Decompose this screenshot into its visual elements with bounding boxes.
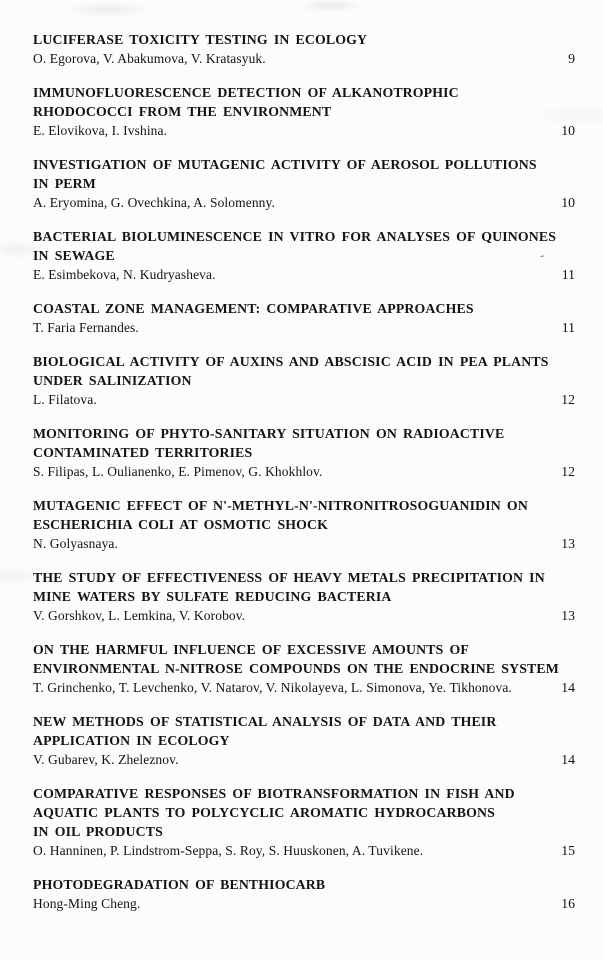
entry-page-number: 10 xyxy=(561,123,575,138)
entry-title-line: RHODOCOCCI FROM THE ENVIRONMENT xyxy=(33,104,332,119)
entry-meta-row xyxy=(33,841,575,860)
entry-page-number: 13 xyxy=(561,608,575,623)
entry-title-line: LUCIFERASE TOXICITY TESTING IN ECOLOGY xyxy=(33,32,368,47)
entry-meta-row xyxy=(33,894,575,913)
toc-entry xyxy=(33,299,575,337)
toc-entry xyxy=(33,30,575,68)
entry-title-line: COASTAL ZONE MANAGEMENT: COMPARATIVE APPROACHES xyxy=(33,301,474,316)
entry-page-number: 14 xyxy=(561,680,575,695)
entry-title-line: IN SEWAGE xyxy=(33,248,115,263)
entry-title-line: ENVIRONMENTAL N-NITROSE COMPOUNDS ON THE ENDOCRINE SYSTEM xyxy=(33,661,559,676)
entry-authors: V. Gorshkov, L. Lemkina, V. Korobov. xyxy=(33,608,246,623)
entry-title-line: BIOLOGICAL ACTIVITY OF AUXINS AND ABSCISIC ACID IN PEA PLANTS xyxy=(33,354,549,369)
entry-meta-row xyxy=(33,390,575,409)
entry-meta-row xyxy=(33,462,575,481)
entry-page-number: 16 xyxy=(561,896,575,911)
scan-artifact-mark: - xyxy=(538,247,545,263)
entry-authors: O. Egorova, V. Abakumova, V. Kratasyuk. xyxy=(33,51,266,66)
entry-title-line: UNDER SALINIZATION xyxy=(33,373,192,388)
entry-meta-row xyxy=(33,534,575,553)
entry-page-number: 11 xyxy=(561,320,575,335)
entry-page-number: 14 xyxy=(561,752,575,767)
entry-title-line: IN OIL PRODUCTS xyxy=(33,824,163,839)
toc-entry xyxy=(33,424,575,481)
toc-entry xyxy=(33,83,575,140)
toc-entry xyxy=(33,784,575,860)
entry-title xyxy=(33,155,575,193)
entry-meta-row xyxy=(33,750,575,769)
entry-title xyxy=(33,299,575,318)
entry-title-line: MINE WATERS BY SULFATE REDUCING BACTERIA xyxy=(33,589,392,604)
entry-meta-row xyxy=(33,678,575,697)
toc-entry xyxy=(33,712,575,769)
entry-authors: Hong-Ming Cheng. xyxy=(33,896,141,911)
entry-title xyxy=(33,875,575,894)
entry-title xyxy=(33,568,575,606)
entry-authors: O. Hanninen, P. Lindstrom-Seppa, S. Roy, S. Huuskonen, A. Tuvikene. xyxy=(33,843,424,858)
entry-title xyxy=(33,784,575,841)
entry-title-line: APPLICATION IN ECOLOGY xyxy=(33,733,230,748)
entry-title-line: BACTERIAL BIOLUMINESCENCE IN VITRO FOR ANALYSES OF QUINONES xyxy=(33,229,557,244)
toc-entry xyxy=(33,155,575,212)
entry-title-line: COMPARATIVE RESPONSES OF BIOTRANSFORMATION IN FISH AND xyxy=(33,786,515,801)
entry-title-line: ON THE HARMFUL INFLUENCE OF EXCESSIVE AMOUNTS OF xyxy=(33,642,469,657)
entry-page-number: 12 xyxy=(561,392,575,407)
entry-meta-row xyxy=(33,193,575,212)
entry-authors: E. Esimbekova, N. Kudryasheva. xyxy=(33,267,216,282)
toc-entry xyxy=(33,640,575,697)
entry-title-line: IN PERM xyxy=(33,176,96,191)
entry-authors: E. Elovikova, I. Ivshina. xyxy=(33,123,168,138)
entry-meta-row xyxy=(33,121,575,140)
entry-title-line: MUTAGENIC EFFECT OF N'-METHYL-N'-NITRONITROSOGUANIDIN ON xyxy=(33,498,528,513)
entry-title-line: ESCHERICHIA COLI AT OSMOTIC SHOCK xyxy=(33,517,329,532)
entry-authors: V. Gubarev, K. Zheleznov. xyxy=(33,752,179,767)
entry-page-number: 12 xyxy=(561,464,575,479)
entry-title xyxy=(33,424,575,462)
entry-authors: N. Golyasnaya. xyxy=(33,536,119,551)
entry-authors: S. Filipas, L. Oulianenko, E. Pimenov, G. Khokhlov. xyxy=(33,464,323,479)
entry-title-line: NEW METHODS OF STATISTICAL ANALYSIS OF DATA AND THEIR xyxy=(33,714,497,729)
toc-entry xyxy=(33,875,575,913)
entry-page-number: 15 xyxy=(561,843,575,858)
entry-meta-row xyxy=(33,49,575,68)
toc-entry xyxy=(33,352,575,409)
entry-title-line: INVESTIGATION OF MUTAGENIC ACTIVITY OF AEROSOL POLLUTIONS xyxy=(33,157,537,172)
toc-entry xyxy=(33,568,575,625)
entry-title xyxy=(33,227,575,265)
entry-authors: A. Eryomina, G. Ovechkina, A. Solomenny. xyxy=(33,195,275,210)
entry-meta-row xyxy=(33,318,575,337)
entry-page-number: 10 xyxy=(561,195,575,210)
toc-list xyxy=(33,30,575,913)
entry-title-line: CONTAMINATED TERRITORIES xyxy=(33,445,253,460)
entry-authors: T. Grinchenko, T. Levchenko, V. Natarov, V. Nikolayeva, L. Simonova, Ye. Tikhonova. xyxy=(33,680,512,695)
entry-meta-row xyxy=(33,606,575,625)
entry-authors: L. Filatova. xyxy=(33,392,97,407)
entry-title-line: THE STUDY OF EFFECTIVENESS OF HEAVY METALS PRECIPITATION IN xyxy=(33,570,545,585)
entry-title xyxy=(33,640,575,678)
entry-meta-row xyxy=(33,265,575,284)
entry-page-number: 9 xyxy=(568,51,575,66)
entry-title-line: AQUATIC PLANTS TO POLYCYCLIC AROMATIC HYDROCARBONS xyxy=(33,805,495,820)
entry-title-line: MONITORING OF PHYTO-SANITARY SITUATION ON RADIOACTIVE xyxy=(33,426,505,441)
entry-title-line: IMMUNOFLUORESCENCE DETECTION OF ALKANOTROPHIC xyxy=(33,85,459,100)
toc-entry xyxy=(33,496,575,553)
entry-authors: T. Faria Fernandes. xyxy=(33,320,139,335)
entry-title xyxy=(33,83,575,121)
entry-title xyxy=(33,352,575,390)
entry-page-number: 11 xyxy=(561,267,575,282)
entry-title xyxy=(33,496,575,534)
entry-title-line: PHOTODEGRADATION OF BENTHIOCARB xyxy=(33,877,326,892)
entry-title xyxy=(33,30,575,49)
entry-page-number: 13 xyxy=(561,536,575,551)
entry-title xyxy=(33,712,575,750)
toc-entry xyxy=(33,227,575,284)
